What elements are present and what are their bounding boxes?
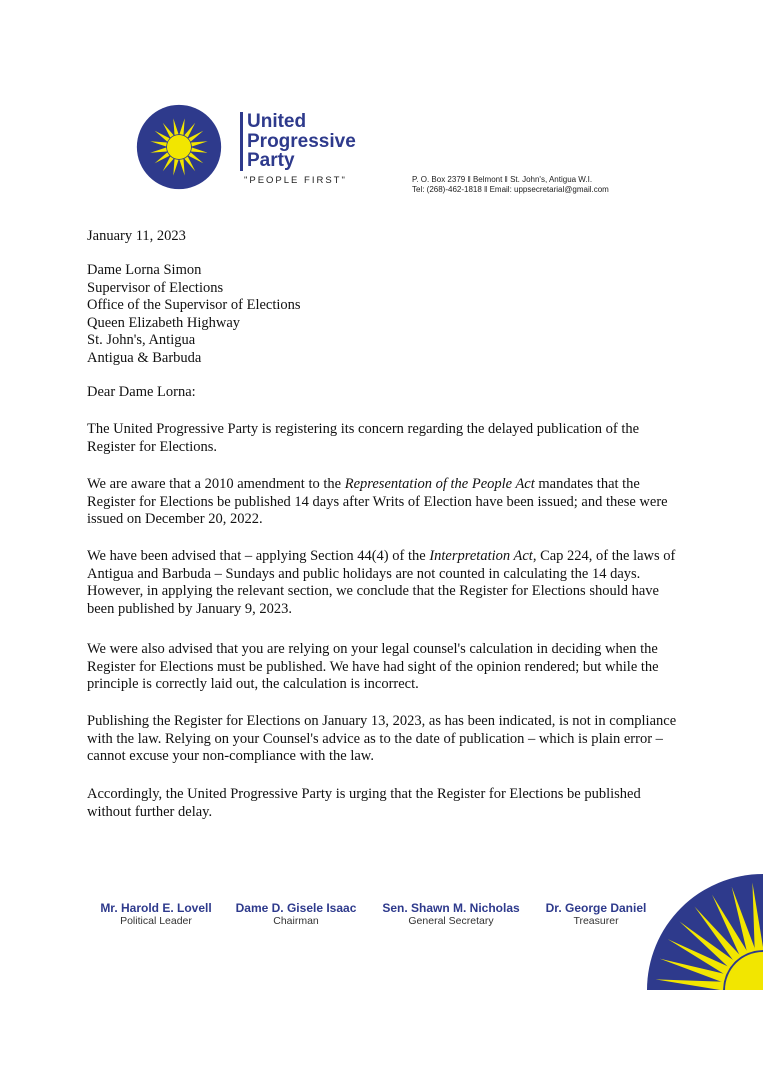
signatory-title: Political Leader: [120, 915, 192, 927]
signatory-name: Dr. George Daniel: [545, 901, 647, 915]
recipient-block: [87, 262, 677, 367]
address-line-1: P. O. Box 2379 ‖ Belmont ‖ St. John's, Antigua W.I.: [412, 175, 593, 184]
party-name-line-2: Progressive: [247, 130, 356, 152]
act-title: Interpretation Act: [429, 548, 533, 564]
party-name-line-1: United: [247, 111, 307, 132]
recipient-line: Office of the Supervisor of Elections: [87, 297, 301, 313]
recipient-line: Dame Lorna Simon: [87, 262, 202, 278]
paragraph-5: Publishing the Register for Elections on January 13, 2023, as has been indicated, is not in compliance with the law. Relying on your Counsel's advice as to the date of publication – which is plain error – cannot excuse your non-compliance with the law.: [87, 713, 677, 764]
paragraph-3-text: , Cap 224, of the laws of Antigua and Barbuda – Sundays and public holidays are not counted in calculating the 14 days. However, in applying the relevant section, we conclude that the Register for Elections should have been published by January 9, 2023.: [87, 548, 676, 617]
recipient-line: Supervisor of Elections: [87, 279, 224, 296]
paragraph-3: [87, 548, 677, 618]
paragraph-6: Accordingly, the United Progressive Party is urging that the Register for Elections be published without further delay.: [87, 786, 641, 820]
signatory-name: Mr. Harold E. Lovell: [100, 901, 212, 915]
paragraph-2-text: mandates that the Register for Elections be published 14 days after Writs of Election have been issued; and these were issued on December 20, 2022.: [87, 476, 668, 527]
sun-logo-icon: [136, 104, 222, 190]
paragraph-1: The United Progressive Party is registering its concern regarding the delayed publication of the Register for Elections.: [87, 421, 640, 455]
corner-sun-icon: [638, 874, 763, 990]
signatory: [226, 901, 366, 927]
signatory-title: Chairman: [273, 915, 319, 927]
signatory-name: Dame D. Gisele Isaac: [235, 901, 357, 915]
party-slogan: "PEOPLE FIRST": [244, 175, 347, 186]
party-name-line-3: Party: [247, 150, 295, 171]
signatory-name: Sen. Shawn M. Nicholas: [382, 901, 520, 915]
address-line-2: Tel: (268)-462-1818 ‖ Email: uppsecretarial@gmail.com: [412, 185, 609, 194]
letterhead-address: [412, 175, 609, 195]
act-title: Representation of the People Act: [344, 476, 535, 492]
recipient-line: Antigua & Barbuda: [87, 349, 202, 366]
letter-date: January 11, 2023: [87, 228, 186, 244]
salutation: Dear Dame Lorna:: [87, 384, 196, 400]
paragraph-2-text: We are aware that a 2010 amendment to the: [87, 476, 345, 492]
signatory: [540, 901, 652, 927]
party-name: [240, 112, 397, 171]
paragraph-2: [87, 476, 677, 529]
signatory-title: Treasurer: [573, 915, 619, 927]
signatory: [372, 901, 530, 927]
paragraph-4: We were also advised that you are relying on your legal counsel's calculation in deciding when the Register for Elections must be published. We have had sight of the opinion rendered; but while the principle is correctly laid out, the calculation is incorrect.: [87, 641, 659, 692]
paragraph-3-text: We have been advised that – applying Section 44(4) of the: [87, 548, 430, 564]
recipient-line: St. John's, Antigua: [87, 332, 196, 348]
signatory: [92, 901, 220, 927]
recipient-line: Queen Elizabeth Highway: [87, 314, 241, 331]
signatory-title: General Secretary: [408, 915, 494, 927]
